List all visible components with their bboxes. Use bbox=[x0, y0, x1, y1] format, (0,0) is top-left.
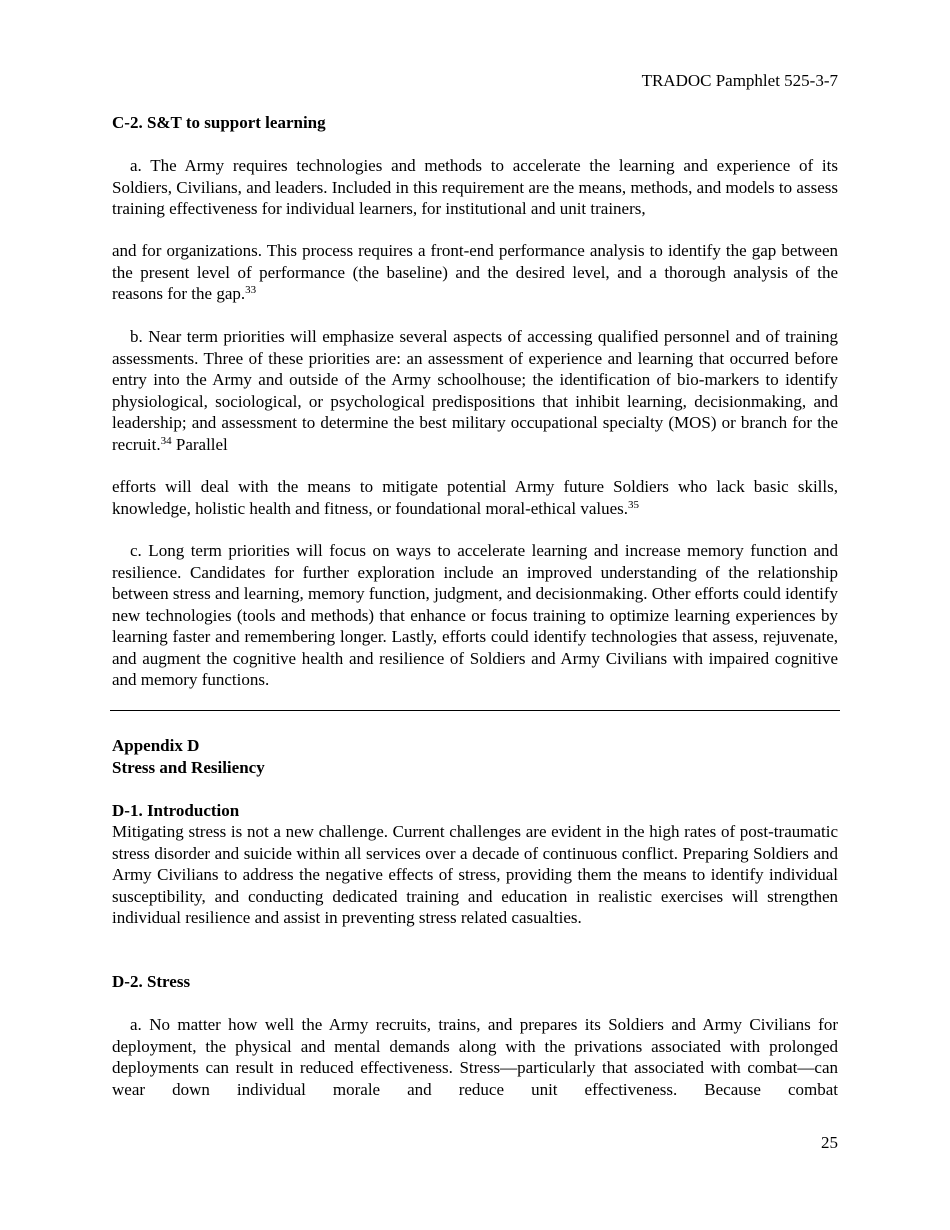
paragraph-c2-c bbox=[112, 540, 838, 691]
appendix-title-line2: Stress and Resiliency bbox=[112, 757, 265, 777]
footnote-ref-33[interactable]: 33 bbox=[245, 284, 257, 296]
paragraph-text: efforts will deal with the means to mitigate potential Army future Soldiers who lack basic skills, knowledge, holistic health and fitness, or foundational moral-ethical values. bbox=[112, 477, 838, 518]
paragraph-text: a. The Army requires technologies and methods to accelerate the learning and experience of its Soldiers, Civilians, and leaders. Included in this requirement are the means, methods, and models to assess training effectiveness for individual learners, for institutional and unit trainers, bbox=[112, 156, 838, 218]
page-number: 25 bbox=[821, 1133, 838, 1152]
paragraph-d1 bbox=[112, 821, 838, 929]
section-divider bbox=[110, 710, 840, 711]
paragraph-c2-b-part2 bbox=[112, 476, 838, 519]
appendix-d-title bbox=[112, 735, 838, 778]
paragraph-text: Mitigating stress is not a new challenge. Current challenges are evident in the high rates of post-traumatic stress disorder and suicide within all services over a decade of continuous conflict. Preparing Soldiers and Army Civilians to address the negative effects of stress, providing them the means to identify individual susceptibility, and conducting dedicated training and education in realistic exercises will strengthen individual resilience and assist in preventing stress related casualties. bbox=[112, 822, 838, 927]
paragraph-text: c. Long term priorities will focus on ways to accelerate learning and increase memory function and resilience. Candidates for further exploration include an improved understanding of the relationship between stress and learning, memory function, judgment, and decisionmaking. Other efforts could identify new technologies (tools and methods) that enhance or focus training to optimize learning experiences by learning faster and remembering longer. Lastly, efforts could identify technologies that assess, rejuvenate, and augment the cognitive health and resilience of Soldiers and Army Civilians with impaired cognitive and memory functions. bbox=[112, 541, 838, 689]
paragraph-text-tail: Parallel bbox=[171, 434, 228, 454]
paragraph-c2-a-part2 bbox=[112, 240, 838, 305]
paragraph-text: a. No matter how well the Army recruits, trains, and prepares its Soldiers and Army Civilians for deployment, the physical and mental demands along with the privations associated with prolonged deployments can result in reduced effectiveness. Stress—particularly that associated with combat—can wear down individual morale and reduce unit effectiveness. Because combat bbox=[112, 1015, 838, 1099]
paragraph-text: b. Near term priorities will emphasize several aspects of accessing qualified personnel and of training assessments. Three of these priorities are: an assessment of experience and learning that occurred before entry into the Army and outside of the Army schoolhouse; the identification of bio-markers to identify physiological, sociological, or psychological predispositions that inhibit learning, decisionmaking, and leadership; and assessment to determine the best military occupational specialty (MOS) or branch for the recruit. bbox=[112, 327, 838, 454]
section-c2-heading: C-2. S&T to support learning bbox=[112, 113, 326, 132]
paragraph-d2-a bbox=[112, 1014, 838, 1100]
footnote-ref-34[interactable]: 34 bbox=[160, 434, 172, 447]
section-d1-heading: D-1. Introduction bbox=[112, 801, 240, 820]
paragraph-c2-b-part1 bbox=[112, 326, 838, 455]
paragraph-text: and for organizations. This process requires a front-end performance analysis to identify the gap between the present level of performance (the baseline) and the desired level, and a thorough analysis of the reasons for the gap. bbox=[112, 241, 838, 303]
paragraph-c2-a-part1 bbox=[112, 155, 838, 220]
running-header: TRADOC Pamphlet 525-3-7 bbox=[641, 71, 838, 90]
appendix-title-line1: Appendix D bbox=[112, 736, 200, 755]
footnote-ref-35[interactable]: 35 bbox=[628, 498, 639, 511]
section-d2-heading: D-2. Stress bbox=[112, 972, 191, 991]
